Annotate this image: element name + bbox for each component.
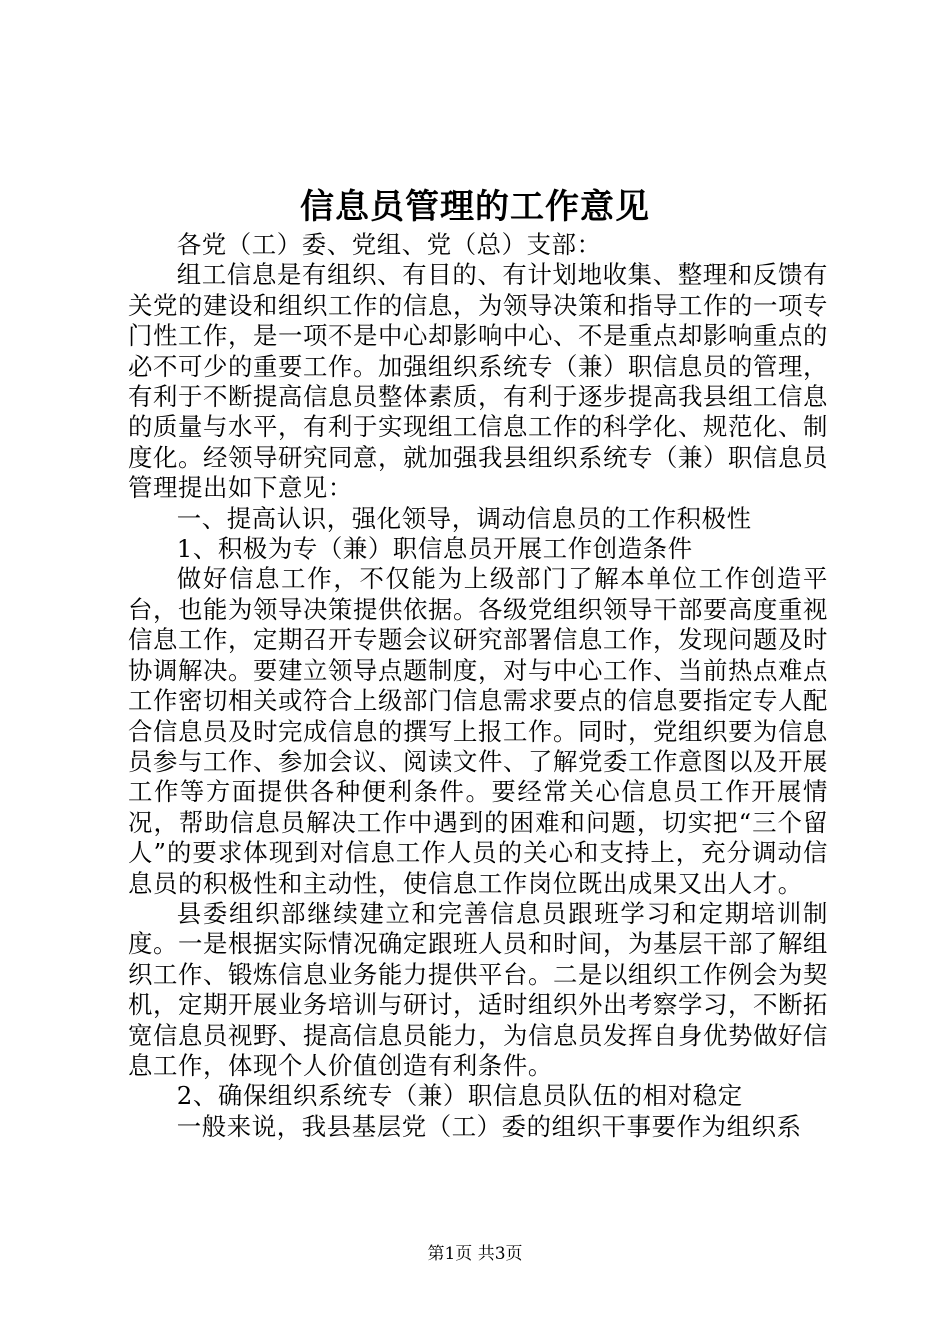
section-heading-1: 一、提高认识，强化领导，调动信息员的工作积极性 [176,503,752,533]
intro-paragraph: 组工信息是有组织、有目的、有计划地收集、整理和反馈有关党的建设和组织工作的信息，为领导决策和指导工作的一项专门性工作，是一项不是中心却影响中心、不是重点却影响重点的必不可少的重要工作。加强组织系统专（兼）职信息员的管理，有利于不断提高信息员整体素质，有利于逐步提高我县组工信息的质量与水平，有利于实现组工信息工作的科学化、规范化、制度化。经领导研究同意，就加强我县组织系统专（兼）职信息员管理提出如下意见： [128,260,828,503]
page-number-footer: 第1页 共3页 [427,1244,523,1264]
subsection-heading-2: 2、确保组织系统专（兼）职信息员队伍的相对稳定 [176,1081,743,1111]
body-paragraph: 县委组织部继续建立和完善信息员跟班学习和定期培训制度。一是根据实际情况确定跟班人员和时间，为基层干部了解组织工作、锻炼信息业务能力提供平台。二是以组织工作例会为契机，定期开展业务培训与研讨，适时组织外出考察学习，不断拓宽信息员视野、提高信息员能力，为信息员发挥自身优势做好信息工作，体现个人价值创造有利条件。 [128,898,828,1080]
document-body [128,230,828,1142]
document-title: 信息员管理的工作意见 [300,187,650,227]
salutation: 各党（工）委、党组、党（总）支部： [176,230,602,259]
body-paragraph: 一般来说，我县基层党（工）委的组织干事要作为组织系 [176,1111,802,1141]
body-paragraph: 做好信息工作，不仅能为上级部门了解本单位工作创造平台，也能为领导决策提供依据。各级党组织领导干部要高度重视信息工作，定期召开专题会议研究部署信息工作，发现问题及时协调解决。要建立领导点题制度，对与中心工作、当前热点难点工作密切相关或符合上级部门信息需求要点的信息要指定专人配合信息员及时完成信息的撰写上报工作。同时，党组织要为信息员参与工作、参加会议、阅读文件、了解党委工作意图以及开展工作等方面提供各种便利条件。要经常关心信息员工作开展情况，帮助信息员解决工作中遇到的困难和问题，切实把“三个留人”的要求体现到对信息工作人员的关心和支持上，充分调动信息员的积极性和主动性，使信息工作岗位既出成果又出人才。 [128,564,828,898]
subsection-heading-1: 1、积极为专（兼）职信息员开展工作创造条件 [176,534,693,564]
